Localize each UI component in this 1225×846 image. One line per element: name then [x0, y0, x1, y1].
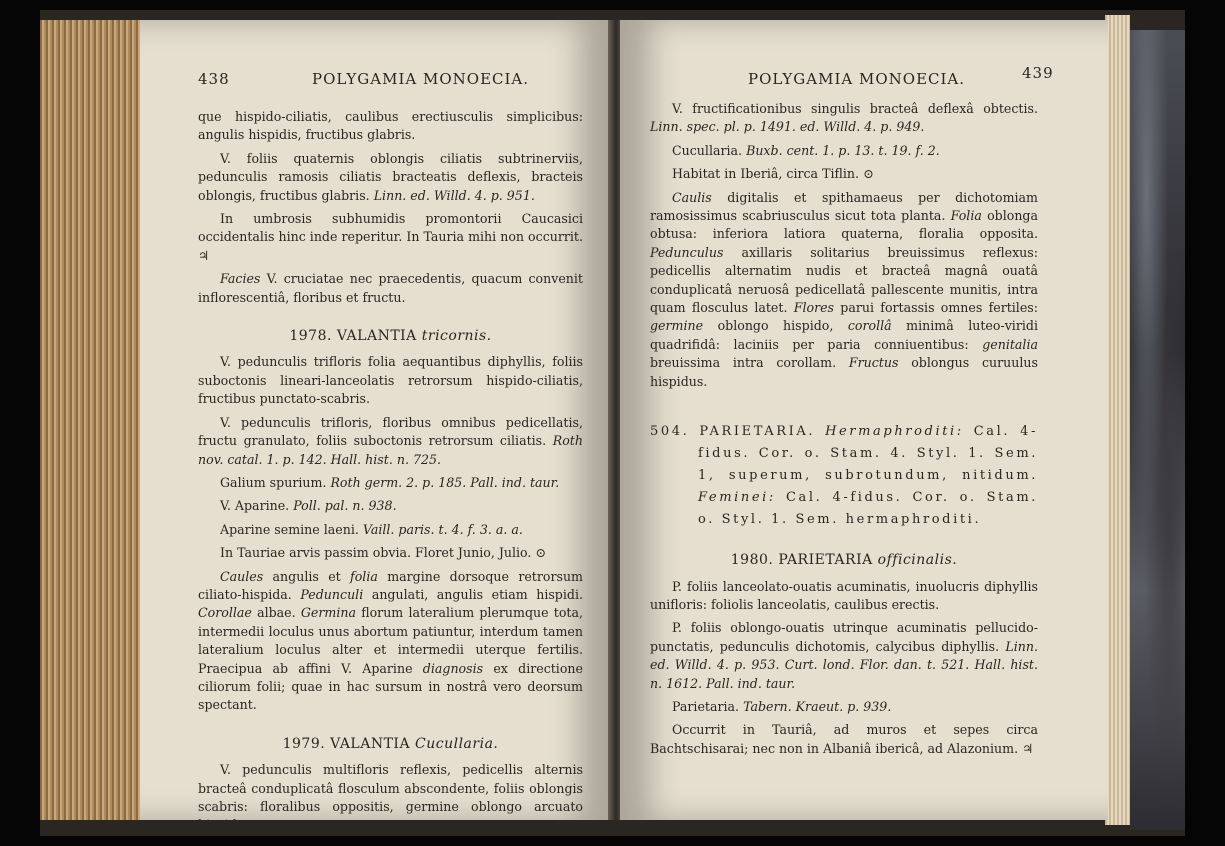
right-page [620, 20, 1108, 820]
right-p4: Caulis digitalis et spithamaeus per dichotomiam ramosissimus scabriusculus sicut tota planta. Folia oblonga obtusa: inferiora latiora quaterna, floralia opposita. Pedunculus axillaris solitarius breuissimus reflexus: pedicellis alternatim nudis et bracteâ magnâ ouatâ conduplicatâ neruosâ pedicellatâ pallescente munitis, intra quam flosculus latet. Flores parui fortassis omnes fertiles: germine oblongo hispido, corollâ minimâ luteo-viridi quadrifidâ: laciniis per paria conniuentibus: genitalia breuissima intra corollam. Fructus oblongus curuulus hispidus. [650, 189, 1038, 389]
left-p12: V. pedunculis multifloris reflexis, pedicellis alternis bracteâ conduplicatâ flosculum abscondente, foliis oblongis scabris: floralibus oppositis, germine oblongo arcuato hispido. [198, 762, 583, 833]
genus-504-entry: 504. PARIETARIA. Hermaphroditi: Cal. 4-fidus. Cor. o. Stam. 4. Styl. 1. Sem. 1, superum, subrotundum, nitidum. Feminei: Cal. 4-fidus. Cor. o. Stam. o. Styl. 1. Sem. hermaphroditi. [650, 424, 1038, 528]
left-p7: Galium spurium. Roth germ. 2. p. 185. Pall. ind. taur. [220, 474, 560, 490]
left-p3: In umbrosis subhumidis promontorii Caucasici occidentalis hinc inde reperitur. In Tauria mihi non occurrit. ♃ [198, 211, 583, 263]
right-p6: P. foliis oblongo-ouatis utrinque acuminatis pellucido-punctatis, pedunculis dichotomis, calycibus diphyllis. Linn. ed. Willd. 4. p. 953. Curt. lond. Flor. dan. t. 521. Hall. hist. n. 1612. Pall. ind. taur. [650, 620, 1038, 691]
left-p2: V. foliis quaternis oblongis ciliatis subtrinerviis, pedunculis ramosis ciliatis bracteatis deflexis, bracteis oblongis, fructibus glabris. Linn. ed. Willd. 4. p. 951. [198, 150, 583, 203]
left-p1: que hispido-ciliatis, caulibus erectiusculis simplicibus: angulis hispidis, fructibus glabris. [198, 109, 583, 143]
left-text-body [198, 108, 583, 840]
right-p1: V. fructificationibus singulis bracteâ deflexâ obtectis. Linn. spec. pl. p. 1491. ed. Willd. 4. p. 949. [650, 101, 1038, 135]
right-running-header: POLYGAMIA MONOECIA. [748, 70, 966, 88]
left-p6: V. pedunculis trifloris, floribus omnibus pedicellatis, fructu granulato, foliis suboctonis retrorsum ciliatis. Roth nov. catal. 1. p. 142. Hall. hist. n. 725. [198, 414, 583, 467]
right-text-body [650, 100, 1038, 763]
marbled-cover [1130, 30, 1185, 830]
right-p7: Parietaria. Tabern. Kraeut. p. 939. [672, 698, 892, 714]
left-p5: V. pedunculis trifloris folia aequantibus diphyllis, foliis suboctonis lineari-lanceolatis retrorsum hispido-ciliatis, fructibus punctato-scabris. [198, 354, 583, 407]
right-p2: Cucullaria. Buxb. cent. 1. p. 13. t. 19. f. 2. [672, 142, 940, 158]
left-page [140, 20, 610, 833]
left-p8: V. Aparine. Poll. pal. n. 938. [220, 498, 397, 514]
right-p8: Occurrit in Tauriâ, ad muros et sepes circa Bachtschisarai; nec non in Albaniâ ibericâ, ad Alazonium. ♃ [650, 722, 1038, 756]
left-p4: Facies V. cruciatae nec praecedentis, quacum convenit inflorescentiâ, floribus et fructu. [198, 271, 583, 305]
page-edges-left [40, 20, 145, 820]
right-page-number: 439 [1022, 64, 1054, 82]
right-p3: Habitat in Iberiâ, circa Tiflin. ⊙ [672, 166, 874, 182]
section-heading-1980: 1980. PARIETARIA officinalis. [730, 552, 958, 569]
left-page-number: 438 [198, 70, 230, 88]
left-running-header: POLYGAMIA MONOECIA. [312, 70, 530, 88]
section-heading-1979: 1979. VALANTIA Cucullaria. [282, 735, 499, 752]
page-edges-right [1105, 15, 1130, 825]
section-heading-1978: 1978. VALANTIA tricornis. [289, 328, 492, 345]
left-p10: In Tauriae arvis passim obvia. Floret Junio, Julio. ⊙ [220, 545, 546, 561]
right-p5: P. foliis lanceolato-ouatis acuminatis, inuolucris diphyllis unifloris: foliolis lanceolatis, caulibus erectis. [650, 578, 1038, 612]
left-p11: Caules angulis et folia margine dorsoque retrorsum ciliato-hispida. Pedunculi angulati, angulis etiam hispidi. Corollae albae. Germina florum lateralium plerumque tota, intermedii loculus unus abortum patiuntur, interdum tamen lateralium loculus alter et intermedii uterque fertilis. Praecipua ab affini V. Aparine diagnosis ex directione ciliorum folii; quae in hac sursum in nostrâ vero deorsum spectant. [198, 568, 583, 713]
left-p9: Aparine semine laeni. Vaill. paris. t. 4. f. 3. a. a. [220, 521, 523, 537]
